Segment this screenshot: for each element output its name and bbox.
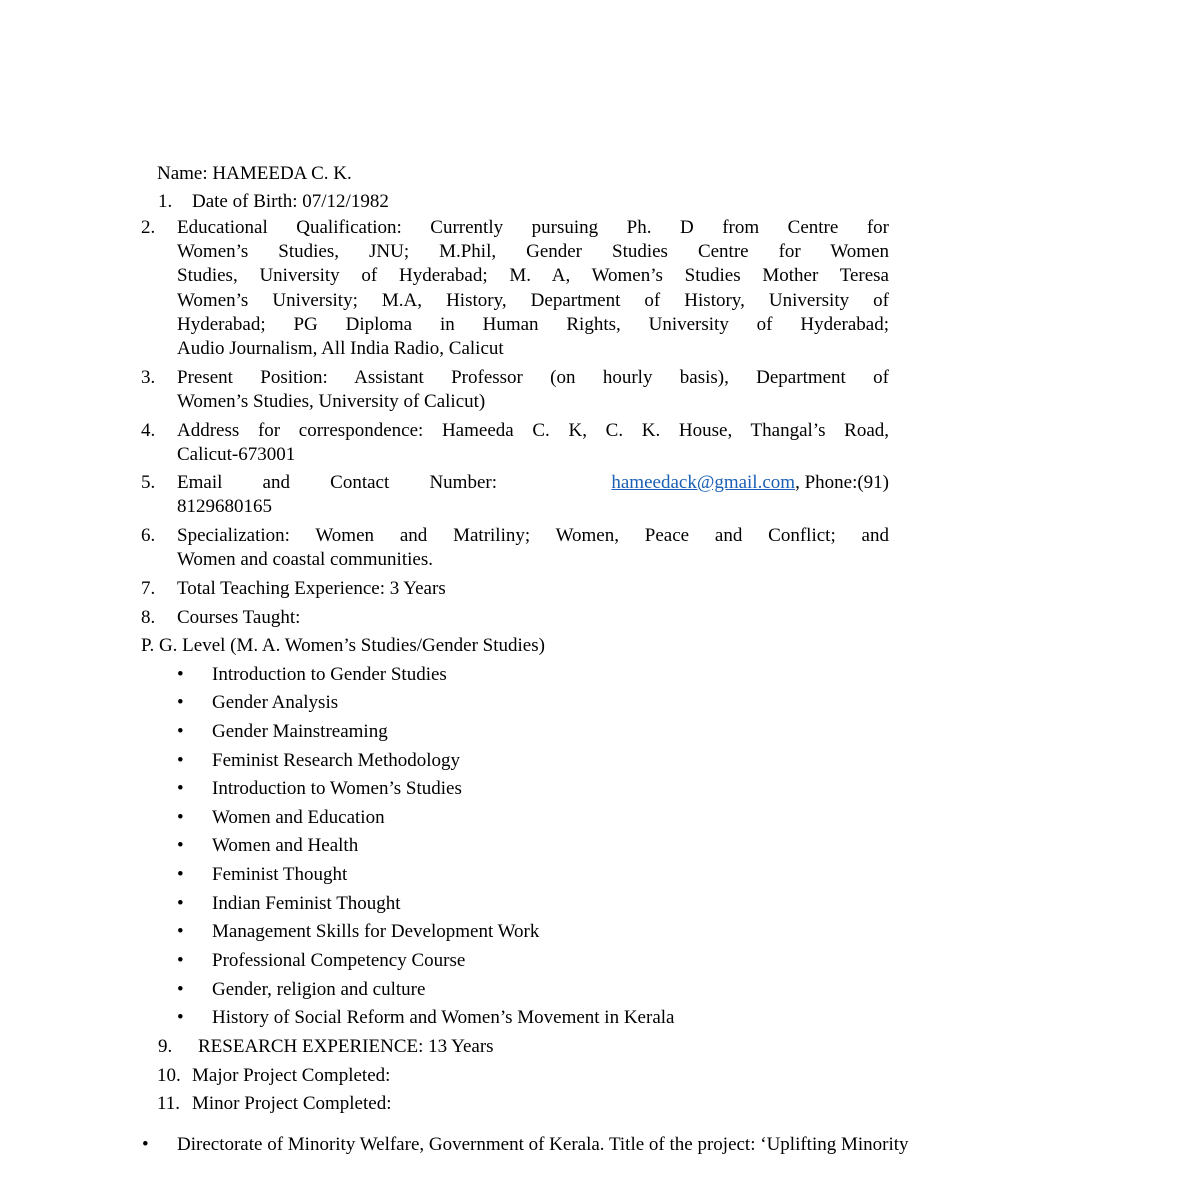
list-item: History of Social Reform and Women’s Movement in Kerala <box>212 1007 675 1028</box>
email-link[interactable]: hameedack@gmail.com <box>611 472 796 493</box>
education-line: Hyderabad; PG Diploma in Human Rights, University of Hyderabad; <box>177 314 889 335</box>
item-number: 7. <box>141 578 156 599</box>
list-item: Introduction to Women’s Studies <box>212 778 462 799</box>
bullet-icon: • <box>177 692 184 713</box>
bullet-icon: • <box>177 664 184 685</box>
specialization-line: Specialization: Women and Matriliny; Women, Peace and Conflict; and <box>177 525 889 546</box>
bullet-icon: • <box>177 835 184 856</box>
address-line: Address for correspondence: Hameeda C. K, C. K. House, Thangal’s Road, <box>177 420 889 441</box>
date-of-birth: Date of Birth: 07/12/1982 <box>192 191 389 212</box>
project-description: Directorate of Minority Welfare, Government of Kerala. Title of the project: ‘Uplifting Minority <box>177 1134 909 1155</box>
education-line: Studies, University of Hyderabad; M. A, Women’s Studies Mother Teresa <box>177 265 889 286</box>
education-line: Educational Qualification: Currently pursuing Ph. D from Centre for <box>177 217 889 238</box>
contact-label: Email and Contact Number: <box>177 472 497 493</box>
contact-line <box>177 471 889 495</box>
item-number: 8. <box>141 607 156 628</box>
phone-label: , Phone:(91) <box>795 472 889 493</box>
item-number: 1. <box>158 191 173 212</box>
bullet-icon: • <box>177 778 184 799</box>
bullet-icon: • <box>177 950 184 971</box>
bullet-icon: • <box>177 1007 184 1028</box>
list-item: Feminist Research Methodology <box>212 750 461 771</box>
item-number: 6. <box>141 525 156 546</box>
bullet-icon: • <box>177 979 184 1000</box>
list-item: Introduction to Gender Studies <box>212 664 447 685</box>
bullet-icon: • <box>177 893 184 914</box>
list-item: Women and Health <box>212 835 359 856</box>
position-line: Present Position: Assistant Professor (on hourly basis), Department of <box>177 367 889 388</box>
list-item: Women and Education <box>212 807 385 828</box>
item-number: 2. <box>141 217 156 238</box>
list-item: Feminist Thought <box>212 864 348 885</box>
minor-project: Minor Project Completed: <box>192 1093 392 1114</box>
list-item: Indian Feminist Thought <box>212 893 401 914</box>
courses-heading: Courses Taught: <box>177 607 301 628</box>
phone-number: 8129680165 <box>177 496 272 517</box>
list-item: Gender Mainstreaming <box>212 721 388 742</box>
list-item: Management Skills for Development Work <box>212 921 540 942</box>
teaching-experience: Total Teaching Experience: 3 Years <box>177 578 446 599</box>
major-project: Major Project Completed: <box>192 1065 391 1086</box>
specialization-line: Women and coastal communities. <box>177 549 433 570</box>
bullet-icon: • <box>177 750 184 771</box>
item-number: 11. <box>157 1093 181 1114</box>
list-item: Gender Analysis <box>212 692 339 713</box>
name-line: Name: HAMEEDA C. K. <box>157 163 352 184</box>
item-number: 4. <box>141 420 156 441</box>
list-item: Gender, religion and culture <box>212 979 426 1000</box>
education-line: Women’s University; M.A, History, Department of History, University of <box>177 290 889 311</box>
address-line: Calicut-673001 <box>177 444 296 465</box>
research-experience: RESEARCH EXPERIENCE: 13 Years <box>198 1036 494 1057</box>
bullet-icon: • <box>177 807 184 828</box>
education-line: Audio Journalism, All India Radio, Calicut <box>177 338 504 359</box>
bullet-icon: • <box>177 721 184 742</box>
bullet-icon: • <box>142 1134 149 1155</box>
list-item: Professional Competency Course <box>212 950 466 971</box>
pg-level-heading: P. G. Level (M. A. Women’s Studies/Gender Studies) <box>141 635 545 656</box>
education-line: Women’s Studies, JNU; M.Phil, Gender Studies Centre for Women <box>177 241 889 262</box>
item-number: 3. <box>141 367 156 388</box>
position-line: Women’s Studies, University of Calicut) <box>177 391 486 412</box>
item-number: 10. <box>157 1065 181 1086</box>
item-number: 5. <box>141 472 156 493</box>
bullet-icon: • <box>177 864 184 885</box>
bullet-icon: • <box>177 921 184 942</box>
item-number: 9. <box>158 1036 173 1057</box>
